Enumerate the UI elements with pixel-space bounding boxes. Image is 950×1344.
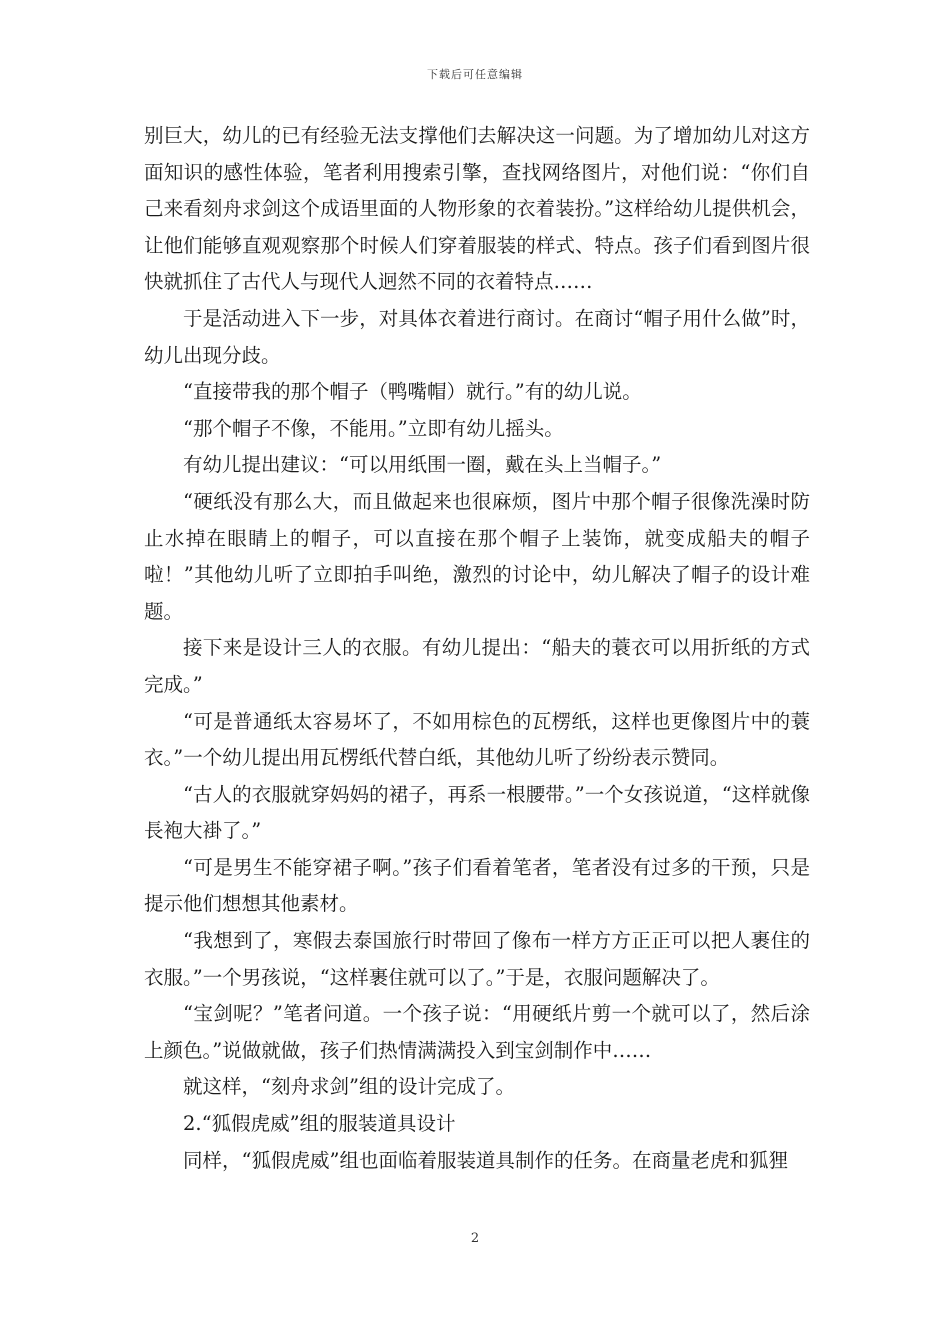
paragraph: 于是活动进入下一步，对具体衣着进行商讨。在商讨“帽子用什么做”时，幼儿出现分歧。	[144, 306, 810, 367]
paragraph: “那个帽子不像，不能用。”立即有幼儿摇头。	[183, 416, 564, 440]
paragraph: 有幼儿提出建议：“可以用纸围一圈，戴在头上当帽子。”	[183, 453, 662, 477]
paragraph: 就这样，“刻舟求剑”组的设计完成了。	[183, 1075, 515, 1099]
section-heading: 2.“狐假虎威”组的服装道具设计	[183, 1112, 456, 1136]
paragraph: “古人的衣服就穿妈妈的裙子，再系一根腰带。”一个女孩说道，“这样就像長袍大褂了。”	[144, 782, 810, 843]
page-number: 2	[470, 1231, 480, 1246]
paragraph: “硬纸没有那么大，而且做起来也很麻烦，图片中那个帽子很像洗澡时防止水掉在眼睛上的帽子，可以直接在那个帽子上装饰，就变成船夫的帽子啦！”其他幼儿听了立即拍手叫绝，激烈的讨论中，幼儿解决了帽子的设计难题。	[144, 489, 810, 623]
page-header: 下载后可任意编辑	[427, 68, 523, 81]
paragraph: “直接带我的那个帽子（鸭嘴帽）就行。”有的幼儿说。	[183, 380, 642, 404]
paragraph: 别巨大，幼儿的已有经验无法支撑他们去解决这一问题。为了增加幼儿对这方面知识的感性体验，笔者利用搜索引擎，查找网络图片，对他们说：“你们自己来看刻舟求剑这个成语里面的人物形象的衣着装扮。”这样给幼儿提供机会，让他们能够直观观察那个时候人们穿着服装的样式、特点。孩子们看到图片很快就抓住了古代人与现代人迥然不同的衣着特点……	[144, 124, 810, 294]
paragraph: “我想到了，寒假去泰国旅行时带回了像布一样方方正正可以把人裹住的衣服。”一个男孩说，“这样裹住就可以了。”于是，衣服问题解决了。	[144, 929, 810, 989]
paragraph: 接下来是设计三人的衣服。有幼儿提出：“船夫的蓑衣可以用折纸的方式完成。”	[144, 636, 810, 696]
paragraph: 同样，“狐假虎威”组也面临着服装道具制作的任务。在商量老虎和狐狸	[183, 1148, 788, 1172]
paragraph: “宝剑呢？”笔者问道。一个孩子说：“用硬纸片剪一个就可以了，然后涂上颜色。”说做就做，孩子们热情满满投入到宝剑制作中……	[144, 1002, 810, 1062]
document-body	[144, 118, 810, 1179]
paragraph: “可是普通纸太容易坏了，不如用棕色的瓦楞纸，这样也更像图片中的蓑衣。”一个幼儿提出用瓦楞纸代替白纸，其他幼儿听了纷纷表示赞同。	[144, 709, 810, 770]
paragraph: “可是男生不能穿裙子啊。”孩子们看着笔者，笔者没有过多的干预，只是提示他们想想其他素材。	[144, 855, 810, 916]
